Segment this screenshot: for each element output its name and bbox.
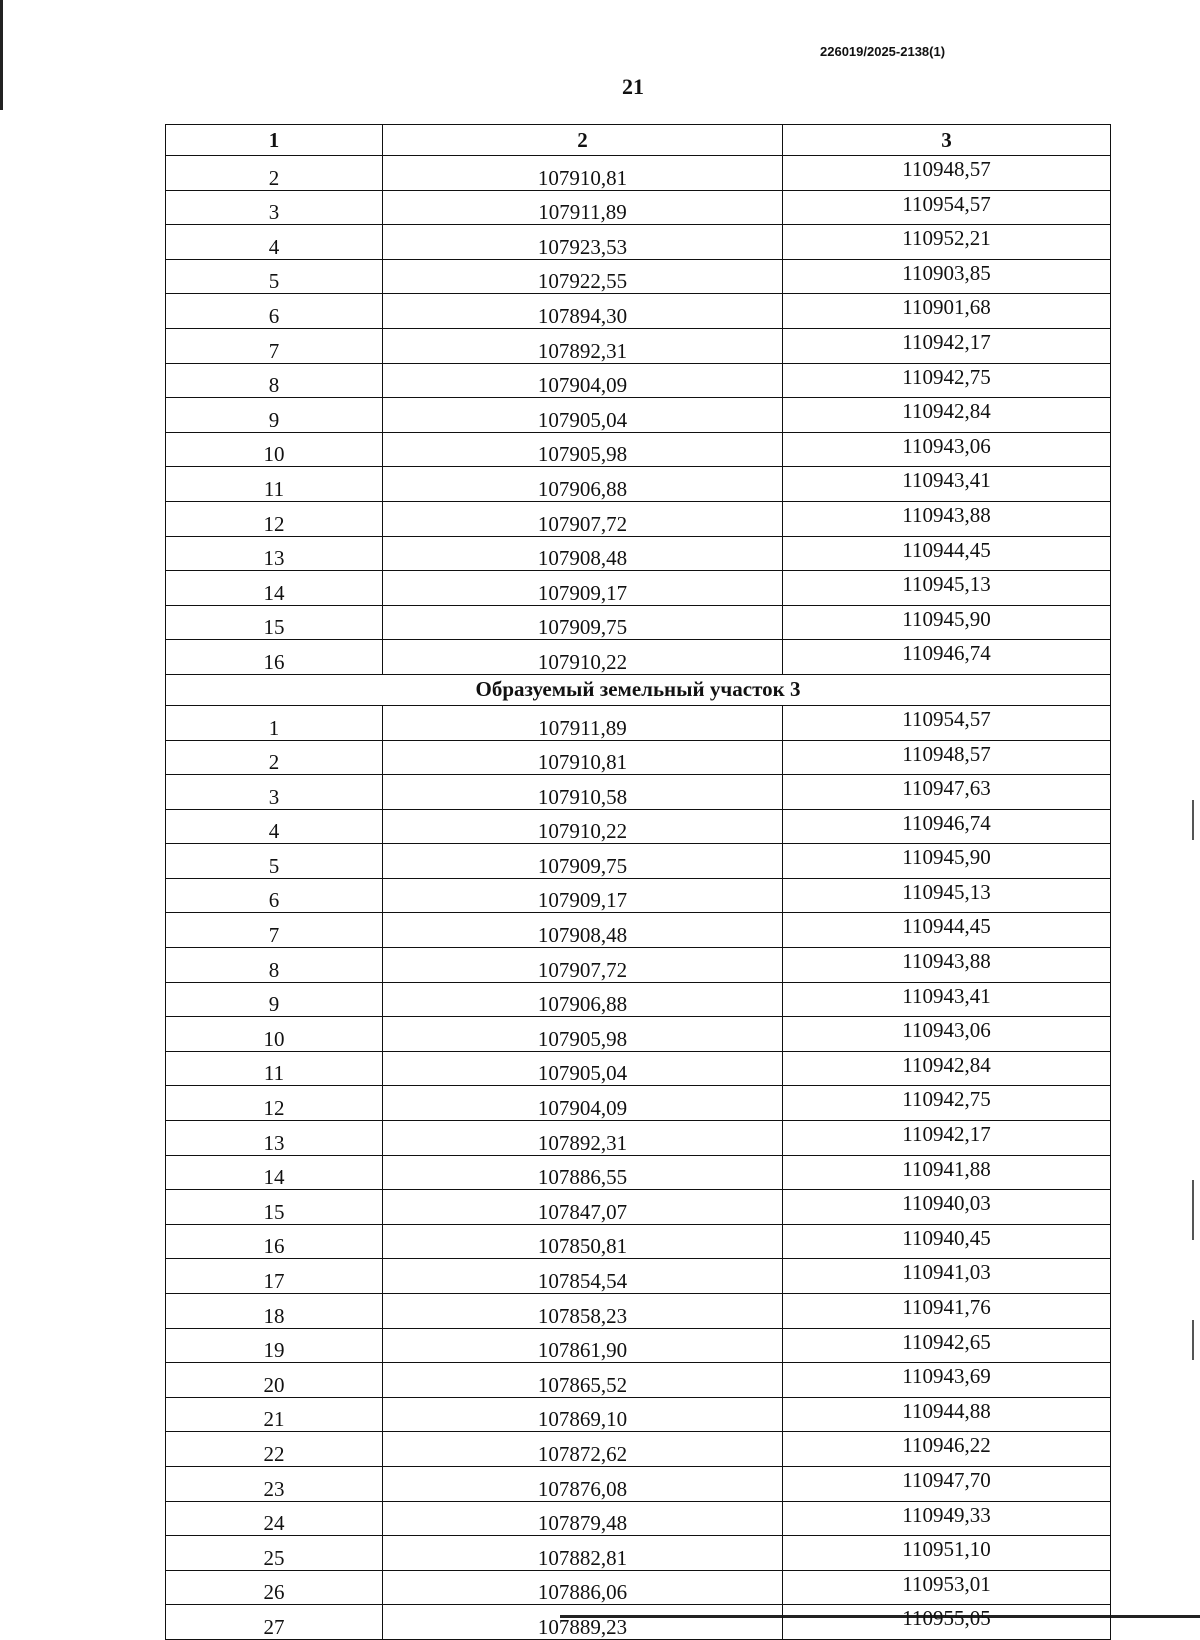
- column-header: 2: [383, 125, 783, 156]
- x-coordinate-cell: 107909,17: [383, 571, 783, 606]
- table-header-row: [166, 125, 1111, 156]
- x-coordinate-cell: 107910,58: [383, 775, 783, 810]
- x-coordinate-cell: 107894,30: [383, 294, 783, 329]
- point-number-cell: 2: [166, 156, 383, 191]
- y-coordinate-cell: 110940,03: [783, 1190, 1111, 1225]
- table-row: [166, 398, 1111, 433]
- point-number-cell: 4: [166, 225, 383, 260]
- scan-artifact: [1192, 1320, 1194, 1360]
- point-number-cell: 19: [166, 1328, 383, 1363]
- x-coordinate-cell: 107904,09: [383, 363, 783, 398]
- table-body-part1: [166, 156, 1111, 675]
- point-number-cell: 2: [166, 740, 383, 775]
- x-coordinate-cell: 107910,22: [383, 809, 783, 844]
- y-coordinate-cell: 110903,85: [783, 259, 1111, 294]
- point-number-cell: 26: [166, 1570, 383, 1605]
- x-coordinate-cell: 107904,09: [383, 1086, 783, 1121]
- point-number-cell: 21: [166, 1397, 383, 1432]
- point-number-cell: 4: [166, 809, 383, 844]
- x-coordinate-cell: 107858,23: [383, 1294, 783, 1329]
- table-row: [166, 1155, 1111, 1190]
- table-row: [166, 259, 1111, 294]
- y-coordinate-cell: 110946,74: [783, 809, 1111, 844]
- x-coordinate-cell: 107847,07: [383, 1190, 783, 1225]
- x-coordinate-cell: 107906,88: [383, 982, 783, 1017]
- table-row: [166, 363, 1111, 398]
- point-number-cell: 27: [166, 1605, 383, 1640]
- y-coordinate-cell: 110945,13: [783, 571, 1111, 606]
- table-row: [166, 605, 1111, 640]
- column-header: 1: [166, 125, 383, 156]
- table-row: [166, 1224, 1111, 1259]
- section-title: Образуемый земельный участок 3: [166, 674, 1111, 705]
- column-header: 3: [783, 125, 1111, 156]
- point-number-cell: 11: [166, 467, 383, 502]
- table-row: [166, 913, 1111, 948]
- point-number-cell: 5: [166, 259, 383, 294]
- point-number-cell: 9: [166, 398, 383, 433]
- x-coordinate-cell: 107869,10: [383, 1397, 783, 1432]
- table-row: [166, 190, 1111, 225]
- x-coordinate-cell: 107909,17: [383, 878, 783, 913]
- table-row: [166, 225, 1111, 260]
- x-coordinate-cell: 107892,31: [383, 328, 783, 363]
- y-coordinate-cell: 110944,88: [783, 1397, 1111, 1432]
- y-coordinate-cell: 110952,21: [783, 225, 1111, 260]
- scan-artifact: [1192, 1180, 1194, 1240]
- y-coordinate-cell: 110942,17: [783, 1121, 1111, 1156]
- table-row: [166, 571, 1111, 606]
- y-coordinate-cell: 110943,06: [783, 432, 1111, 467]
- x-coordinate-cell: 107905,04: [383, 1051, 783, 1086]
- table-row: [166, 1432, 1111, 1467]
- point-number-cell: 15: [166, 605, 383, 640]
- table-row: [166, 1259, 1111, 1294]
- x-coordinate-cell: 107911,89: [383, 705, 783, 740]
- point-number-cell: 3: [166, 775, 383, 810]
- point-number-cell: 3: [166, 190, 383, 225]
- scan-edge-left: [0, 0, 3, 110]
- table-row: [166, 294, 1111, 329]
- point-number-cell: 18: [166, 1294, 383, 1329]
- table-row: [166, 1017, 1111, 1052]
- point-number-cell: 16: [166, 1224, 383, 1259]
- table-row: [166, 1570, 1111, 1605]
- y-coordinate-cell: 110951,10: [783, 1536, 1111, 1571]
- x-coordinate-cell: 107923,53: [383, 225, 783, 260]
- table-row: [166, 740, 1111, 775]
- y-coordinate-cell: 110954,57: [783, 705, 1111, 740]
- table-row: [166, 1397, 1111, 1432]
- point-number-cell: 15: [166, 1190, 383, 1225]
- x-coordinate-cell: 107910,81: [383, 740, 783, 775]
- point-number-cell: 24: [166, 1501, 383, 1536]
- y-coordinate-cell: 110941,88: [783, 1155, 1111, 1190]
- table-row: [166, 328, 1111, 363]
- table-row: [166, 1294, 1111, 1329]
- point-number-cell: 16: [166, 640, 383, 675]
- y-coordinate-cell: 110941,03: [783, 1259, 1111, 1294]
- table-row: [166, 948, 1111, 983]
- x-coordinate-cell: 107886,55: [383, 1155, 783, 1190]
- x-coordinate-cell: 107922,55: [383, 259, 783, 294]
- y-coordinate-cell: 110946,74: [783, 640, 1111, 675]
- x-coordinate-cell: 107892,31: [383, 1121, 783, 1156]
- x-coordinate-cell: 107850,81: [383, 1224, 783, 1259]
- point-number-cell: 25: [166, 1536, 383, 1571]
- x-coordinate-cell: 107886,06: [383, 1570, 783, 1605]
- x-coordinate-cell: 107865,52: [383, 1363, 783, 1398]
- point-number-cell: 5: [166, 844, 383, 879]
- point-number-cell: 20: [166, 1363, 383, 1398]
- table-row: [166, 878, 1111, 913]
- scan-artifact: [1192, 800, 1194, 840]
- y-coordinate-cell: 110948,57: [783, 156, 1111, 191]
- x-coordinate-cell: 107879,48: [383, 1501, 783, 1536]
- table-body-part2: [166, 705, 1111, 1639]
- y-coordinate-cell: 110945,90: [783, 605, 1111, 640]
- document-id: 226019/2025-2138(1): [820, 44, 946, 59]
- point-number-cell: 12: [166, 501, 383, 536]
- x-coordinate-cell: 107907,72: [383, 501, 783, 536]
- table-row: [166, 775, 1111, 810]
- table-row: [166, 1121, 1111, 1156]
- table-row: [166, 156, 1111, 191]
- y-coordinate-cell: 110947,63: [783, 775, 1111, 810]
- point-number-cell: 13: [166, 1121, 383, 1156]
- table-row: [166, 1605, 1111, 1640]
- point-number-cell: 11: [166, 1051, 383, 1086]
- y-coordinate-cell: 110944,45: [783, 913, 1111, 948]
- table-row: [166, 1190, 1111, 1225]
- point-number-cell: 9: [166, 982, 383, 1017]
- x-coordinate-cell: 107882,81: [383, 1536, 783, 1571]
- table-section: [166, 674, 1111, 705]
- section-row: [166, 674, 1111, 705]
- table-row: [166, 809, 1111, 844]
- table-row: [166, 501, 1111, 536]
- x-coordinate-cell: 107909,75: [383, 605, 783, 640]
- x-coordinate-cell: 107905,98: [383, 1017, 783, 1052]
- table-row: [166, 1086, 1111, 1121]
- x-coordinate-cell: 107889,23: [383, 1605, 783, 1640]
- table-row: [166, 1051, 1111, 1086]
- y-coordinate-cell: 110943,88: [783, 501, 1111, 536]
- point-number-cell: 8: [166, 948, 383, 983]
- y-coordinate-cell: 110943,69: [783, 1363, 1111, 1398]
- y-coordinate-cell: 110944,45: [783, 536, 1111, 571]
- y-coordinate-cell: 110946,22: [783, 1432, 1111, 1467]
- point-number-cell: 8: [166, 363, 383, 398]
- point-number-cell: 23: [166, 1466, 383, 1501]
- point-number-cell: 14: [166, 1155, 383, 1190]
- x-coordinate-cell: 107905,04: [383, 398, 783, 433]
- table-row: [166, 536, 1111, 571]
- y-coordinate-cell: 110942,75: [783, 1086, 1111, 1121]
- x-coordinate-cell: 107909,75: [383, 844, 783, 879]
- table-row: [166, 640, 1111, 675]
- y-coordinate-cell: 110942,84: [783, 1051, 1111, 1086]
- table-row: [166, 467, 1111, 502]
- y-coordinate-cell: 110945,90: [783, 844, 1111, 879]
- y-coordinate-cell: 110901,68: [783, 294, 1111, 329]
- table-row: [166, 982, 1111, 1017]
- table-row: [166, 1328, 1111, 1363]
- point-number-cell: 17: [166, 1259, 383, 1294]
- y-coordinate-cell: 110948,57: [783, 740, 1111, 775]
- point-number-cell: 10: [166, 432, 383, 467]
- point-number-cell: 7: [166, 913, 383, 948]
- y-coordinate-cell: 110942,65: [783, 1328, 1111, 1363]
- x-coordinate-cell: 107911,89: [383, 190, 783, 225]
- point-number-cell: 6: [166, 878, 383, 913]
- point-number-cell: 7: [166, 328, 383, 363]
- page-number: 21: [622, 74, 644, 99]
- x-coordinate-cell: 107872,62: [383, 1432, 783, 1467]
- point-number-cell: 1: [166, 705, 383, 740]
- point-number-cell: 13: [166, 536, 383, 571]
- table-row: [166, 1466, 1111, 1501]
- x-coordinate-cell: 107908,48: [383, 913, 783, 948]
- point-number-cell: 6: [166, 294, 383, 329]
- coordinates-table: [165, 124, 1111, 1640]
- y-coordinate-cell: 110954,57: [783, 190, 1111, 225]
- x-coordinate-cell: 107854,54: [383, 1259, 783, 1294]
- table-row: [166, 1501, 1111, 1536]
- x-coordinate-cell: 107906,88: [383, 467, 783, 502]
- y-coordinate-cell: 110955,05: [783, 1605, 1111, 1640]
- y-coordinate-cell: 110945,13: [783, 878, 1111, 913]
- y-coordinate-cell: 110943,06: [783, 1017, 1111, 1052]
- point-number-cell: 10: [166, 1017, 383, 1052]
- point-number-cell: 14: [166, 571, 383, 606]
- y-coordinate-cell: 110940,45: [783, 1224, 1111, 1259]
- y-coordinate-cell: 110942,84: [783, 398, 1111, 433]
- x-coordinate-cell: 107905,98: [383, 432, 783, 467]
- y-coordinate-cell: 110943,88: [783, 948, 1111, 983]
- table-row: [166, 1363, 1111, 1398]
- y-coordinate-cell: 110949,33: [783, 1501, 1111, 1536]
- point-number-cell: 12: [166, 1086, 383, 1121]
- y-coordinate-cell: 110953,01: [783, 1570, 1111, 1605]
- y-coordinate-cell: 110943,41: [783, 982, 1111, 1017]
- x-coordinate-cell: 107908,48: [383, 536, 783, 571]
- y-coordinate-cell: 110941,76: [783, 1294, 1111, 1329]
- y-coordinate-cell: 110947,70: [783, 1466, 1111, 1501]
- x-coordinate-cell: 107876,08: [383, 1466, 783, 1501]
- table-row: [166, 844, 1111, 879]
- y-coordinate-cell: 110942,75: [783, 363, 1111, 398]
- x-coordinate-cell: 107910,22: [383, 640, 783, 675]
- y-coordinate-cell: 110943,41: [783, 467, 1111, 502]
- y-coordinate-cell: 110942,17: [783, 328, 1111, 363]
- x-coordinate-cell: 107861,90: [383, 1328, 783, 1363]
- x-coordinate-cell: 107907,72: [383, 948, 783, 983]
- x-coordinate-cell: 107910,81: [383, 156, 783, 191]
- table-row: [166, 1536, 1111, 1571]
- table-row: [166, 432, 1111, 467]
- table-row: [166, 705, 1111, 740]
- point-number-cell: 22: [166, 1432, 383, 1467]
